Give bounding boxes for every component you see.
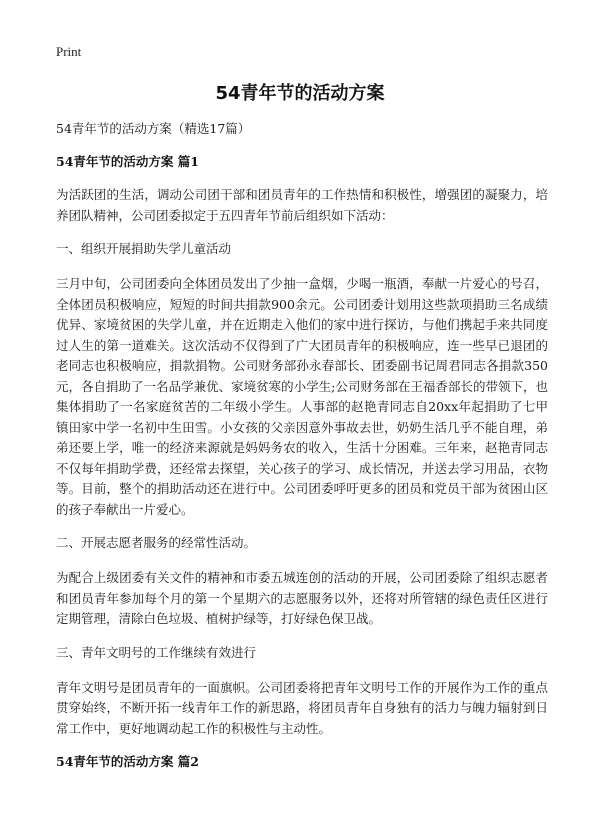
intro-paragraph: 为活跃团的生活，调动公司团干部和团员青年的工作热情和积极性，增强团的凝聚力，培养团队精神，公司团委拟定于五四青年节前后组织如下活动：	[56, 187, 548, 223]
activity-3-heading: 三、青年文明号的工作继续有效进行	[56, 644, 257, 660]
document-subtitle: 54青年节的活动方案（精选17篇）	[56, 121, 251, 136]
activity-1-heading: 一、组织开展捐助失学儿童活动	[56, 241, 232, 256]
section-heading-2: 54青年节的活动方案 篇2	[56, 754, 199, 769]
section-heading-1: 54青年节的活动方案 篇1	[56, 154, 199, 169]
activity-3-paragraph: 青年文明号是团员青年的一面旗帜。公司团委将把青年文明号工作的开展作为工作的重点贯穿始终，不断开拓一线青年工作的新思路，将团员青年自身独有的活力与魄力辐射到日常工作中，更好地调动起工作的积极性与主动性。	[56, 679, 548, 736]
print-label: Print	[56, 44, 82, 59]
document-body	[56, 120, 548, 785]
activity-2-paragraph: 为配合上级团委有关文件的精神和市委五城连创的活动的开展，公司团委除了组织志愿者和团员青年参加每个月的第一个星期六的志愿服务以外，还将对所管辖的绿色责任区进行定期管理，清除白色垃圾、植树护绿等，打好绿色保卫战。	[56, 570, 548, 626]
activity-2-heading: 二、开展志愿者服务的经常性活动。	[56, 535, 257, 550]
document-title: 54青年节的活动方案	[215, 83, 385, 104]
activity-1-paragraph: 三月中旬，公司团委向全体团员发出了少抽一盒烟，少喝一瓶酒，奉献一片爱心的号召，全体团员积极响应，短短的时间共捐款900余元。公司团委计划用这些款项捐助三名成绩优异、家境贫困的失学儿童，并在近期走入他们的家中进行探访，与他们携起手来共同度过人生的第一道难关。这次活动不仅得到了广大团员青年的积极响应，连一些早已退团的老同志也积极响应，捐款捐物。公司财务部孙永春部长、团委副书记周君同志各捐款350元，各自捐助了一名品学兼优、家境贫寒的小学生;公司财务部在王福香部长的带领下，也集体捐助了一名家庭贫苦的二年级小学生。人事部的赵艳青同志自20xx年起捐助了七甲镇田家中学一名初中生田雪。小女孩的父亲因意外事故去世，奶奶生活几乎不能自理，弟弟还要上学，唯一的经济来源就是妈妈务农的收入，生活十分困难。三年来，赵艳青同志不仅每年捐助学费，还经常去探望，关心孩子的学习、成长情况，并送去学习用品，衣物等。目前，整个的捐助活动还在进行中。公司团委呼吁更多的团员和党员干部为贫困山区的孩子奉献出一片爱心。	[56, 276, 548, 517]
